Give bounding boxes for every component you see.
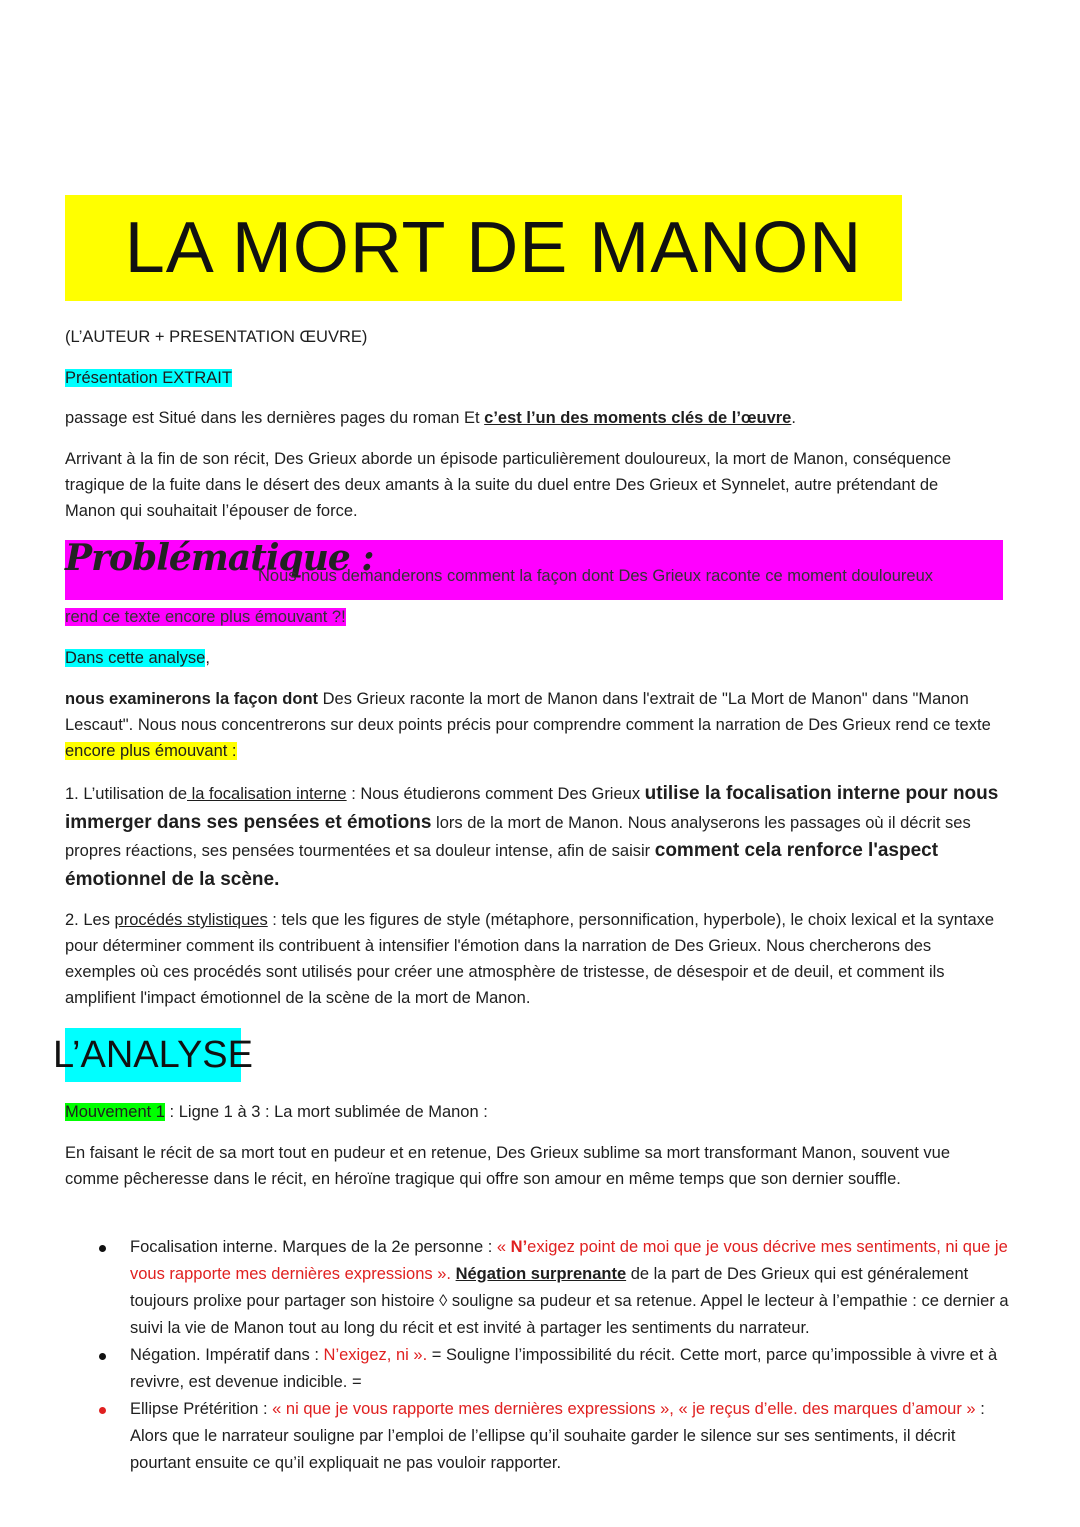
bullet2-text-a: Négation. Impératif dans : [130, 1346, 324, 1364]
page-title: LA MORT DE MANON [124, 208, 863, 288]
author-note: (L’AUTEUR + PRESENTATION ŒUVRE) [65, 328, 368, 346]
title-banner [65, 195, 902, 301]
analysis-label-line [65, 645, 1015, 671]
analysis-bullet-list [65, 1234, 1015, 1477]
bullet1-text-a: Focalisation interne. Marques de la 2e personne : [130, 1238, 497, 1256]
bullet-dot [99, 1407, 106, 1414]
point1-text-a: : Nous étudierons comment Des Grieux [346, 785, 645, 803]
bullet-dot [99, 1353, 106, 1360]
problematique-line2: rend ce texte encore plus émouvant ?! [65, 608, 346, 626]
analyse-heading: L’ANALYSE [53, 1033, 253, 1076]
list-item [65, 1234, 1015, 1342]
point1-bold1: utilise la focalisation interne pour nous immerger dans ses pensées et émotions [65, 783, 999, 833]
analysis-intro-paragraph [65, 686, 1005, 764]
mouvement-line [65, 1099, 1015, 1125]
bullet1-quote-rest: exigez point de moi que je vous décrive mes sentiments, ni que je vous rapporte mes dernières expressions ». [130, 1238, 1008, 1283]
context-paragraph: Arrivant à la fin de son récit, Des Grieux aborde un épisode particulièrement douloureux, la mort de Manon, conséquence tragique de la fuite dans le désert des deux amants à la suite du duel entre Des Grieux et Synnelet, autre prétendant de Manon qui souhaitait l’épouser de force. [65, 450, 951, 520]
problematique-label: Problématique : [65, 537, 374, 579]
mouvement-intro-paragraph: En faisant le récit de sa mort tout en pudeur et en retenue, Des Grieux sublime sa mort transformant Manon, souvent vue comme pêcheresse dans le récit, en héroïne tragique qui offre son amour en même temps que son dernier souffle. [65, 1144, 951, 1188]
situation-text: passage est Situé dans les dernières pages du roman Et [65, 409, 485, 427]
point2-term: procédés stylistiques [114, 911, 268, 929]
analysis-intro-highlight: encore plus émouvant : [65, 742, 237, 760]
point1-bold2: comment cela renforce l'aspect émotionnel de la scène. [65, 840, 939, 890]
bullet1-text-b: de la part de Des Grieux qui est généralement toujours prolixe pour partager son histoire ◊ souligne sa pudeur et sa retenue. Appel le lecteur à l’empathie : ce dernier a suivi la vie de Manon tout au long du récit et est invité à partager les sentiments du narrateur. [130, 1265, 1009, 1337]
bullet1-negation: Négation surprenante [455, 1265, 627, 1283]
analyse-heading-box [53, 1028, 253, 1082]
extract-label-line [65, 365, 1015, 391]
analysis-bold-start: nous examinerons la façon dont [65, 690, 319, 708]
problematique-line1: Nous nous demanderons comment la façon dont Des Grieux raconte ce moment douloureux [258, 567, 934, 585]
list-item [65, 1396, 1015, 1477]
bullet2-red: N’exigez, ni ». [323, 1346, 428, 1364]
bullet3-text-a: Ellipse Prétérition : [130, 1400, 273, 1418]
point2-number: 2. Les [65, 911, 115, 929]
point2-text: : tels que les figures de style (métaphore, personnification, hyperbole), le choix lexical et la syntaxe pour déterminer comment ils contribuent à intensifier l'émotion dans la narration de Des Grieux. Nous chercherons des exemples où ces procédés sont utilisés pour créer une atmosphère de tristesse, de désespoir et de deuil, et comment ils amplifient l'impact émotionnel de la scène de la mort de Manon. [65, 911, 995, 1007]
point2-paragraph [65, 907, 1005, 1011]
point1-text-b: lors de la mort de Manon. Nous analyserons les passages où il décrit ses propres réactions, ses pensées tourmentées et sa douleur intense, afin de saisir [65, 813, 971, 860]
bullet2-text-b: = Souligne l’impossibilité du récit. Cette mort, parce qu’impossible à vivre et à revivre, est devenue indicible. = [130, 1346, 998, 1391]
bullet3-red: « ni que je vous rapporte mes dernières expressions », « je reçus d’elle. des marques d’amour » [272, 1400, 976, 1418]
analysis-intro-text: Des Grieux raconte la mort de Manon dans l'extrait de "La Mort de Manon" dans "Manon Lescaut". Nous nous concentrerons sur deux points précis pour comprendre comment la narration de Des Grieux rend ce texte [65, 690, 991, 734]
point1-paragraph [65, 780, 1015, 894]
analysis-comma: , [205, 649, 210, 667]
point1-number: 1. L’utilisation de [65, 785, 188, 803]
situation-paragraph [65, 405, 1015, 431]
extract-label: Présentation EXTRAIT [65, 369, 232, 387]
mouvement-text: : Ligne 1 à 3 : La mort sublimée de Manon : [164, 1103, 488, 1121]
problematique-line2-wrap [65, 604, 1015, 630]
mouvement-label: Mouvement 1 [65, 1103, 165, 1121]
list-item [65, 1342, 1015, 1396]
bullet1-quote-bold: N’ [510, 1238, 528, 1256]
situation-end: . [791, 409, 796, 427]
situation-emphasis: c’est l’un des moments clés de l’œuvre [484, 409, 792, 427]
bullet3-text-b: : Alors que le narrateur souligne par l’emploi de l’ellipse qu’il souhaite garder le silence sur ses sentiments, il décrit pourtant ensuite ce qu’il expliquait ne pas vouloir rapporter. [130, 1400, 985, 1472]
analysis-label: Dans cette analyse [65, 649, 206, 667]
point1-term: la focalisation interne [187, 785, 347, 803]
bullet-dot [99, 1245, 106, 1252]
bullet1-quote-open: « [496, 1238, 511, 1256]
